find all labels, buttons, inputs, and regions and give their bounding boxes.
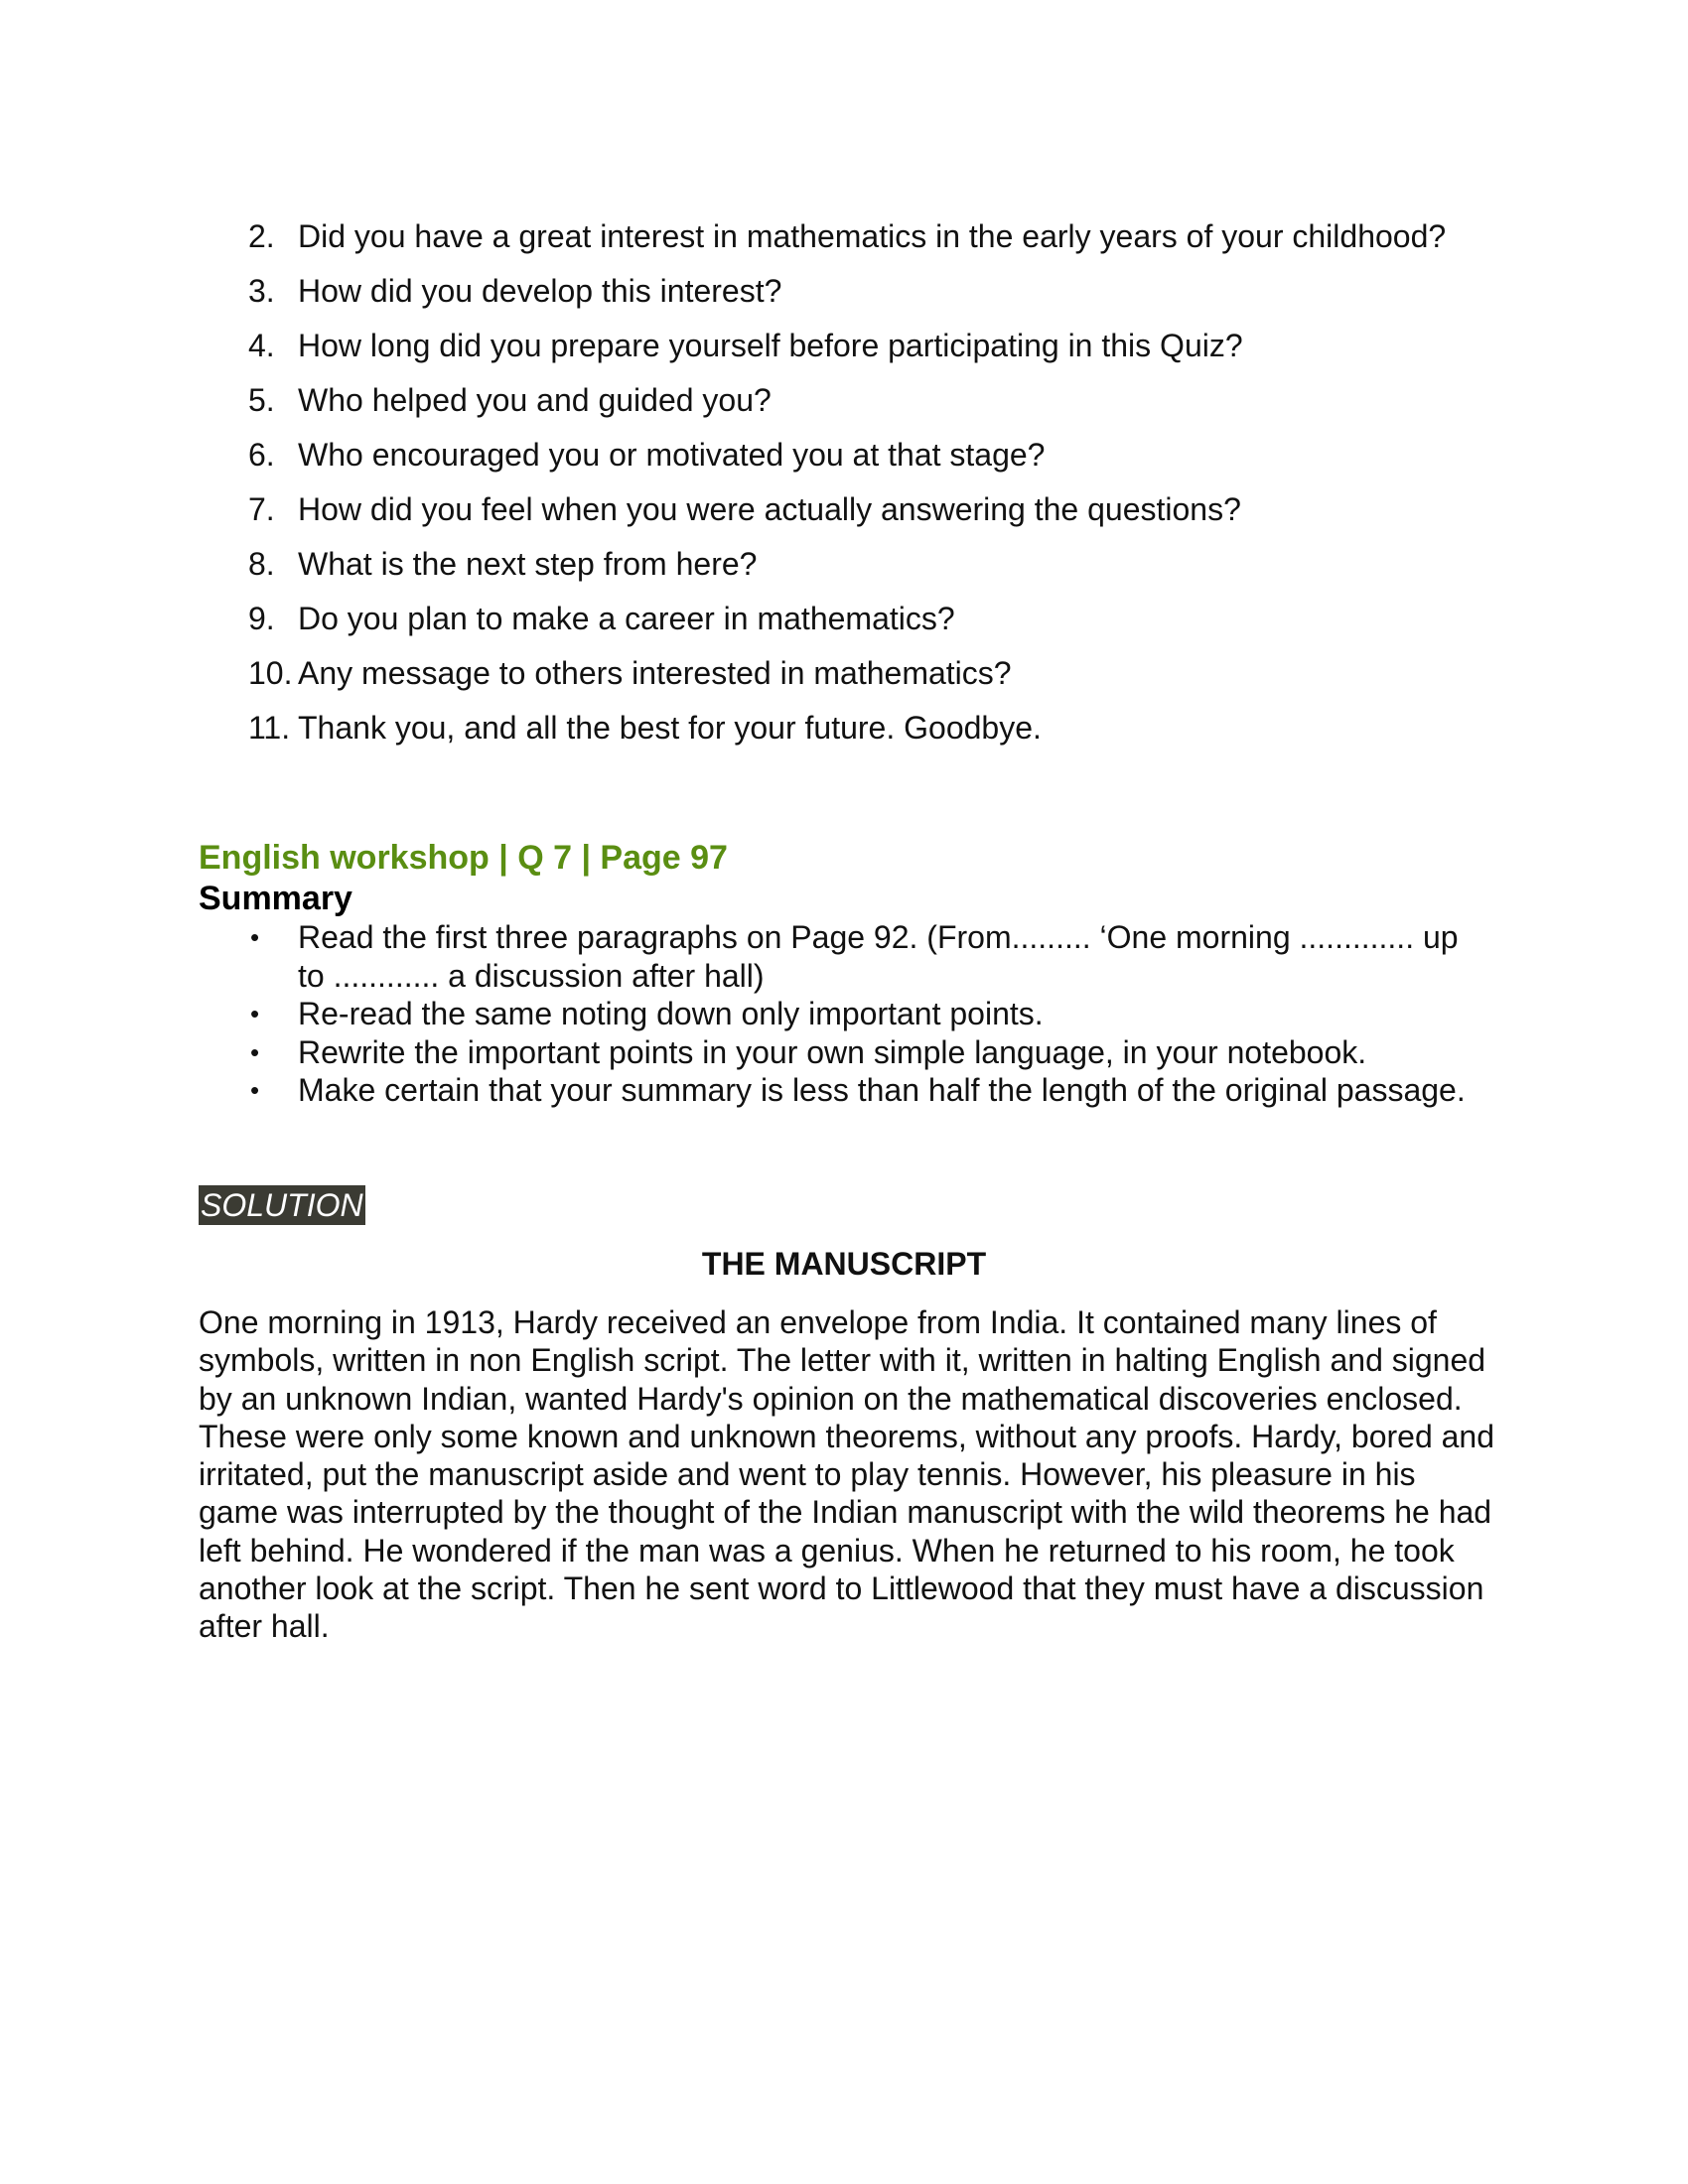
list-item: [248, 320, 1489, 372]
list-item-text: Who encouraged you or motivated you at that stage?: [298, 437, 1046, 473]
list-item-number: 8.: [248, 546, 275, 582]
list-item-text: Re-read the same noting down only important points.: [298, 996, 1044, 1031]
list-item: [248, 918, 1489, 995]
bullet-icon: •: [250, 999, 260, 1028]
list-item-text: How did you develop this interest?: [298, 273, 782, 309]
list-item-number: 5.: [248, 382, 275, 418]
list-item-number: 7.: [248, 491, 275, 527]
list-item: [248, 429, 1489, 481]
interview-questions-list: [248, 210, 1489, 756]
list-item-text: Who helped you and guided you?: [298, 382, 772, 418]
list-item-text: Thank you, and all the best for your future. Goodbye.: [298, 710, 1042, 746]
bullet-icon: •: [250, 922, 260, 952]
list-item-text: Do you plan to make a career in mathematics?: [298, 601, 955, 636]
summary-heading: Summary: [199, 880, 352, 917]
summary-paragraph: One morning in 1913, Hardy received an envelope from India. It contained many lines of symbols, written in non English script. The letter with it, written in halting English and signed by an unknown Indian, wanted Hardy's opinion on the mathematical discoveries enclosed. These were only some known and unknown theorems, without any proofs. Hardy, bored and irritated, put the manuscript aside and went to play tennis. However, his pleasure in his game was interrupted by the thought of the Indian manuscript with the wild theorems he had left behind. He wondered if the man was a genius. When he returned to his room, he took another look at the script. Then he sent word to Littlewood that they must have a discussion after hall.: [199, 1304, 1495, 1645]
list-item: [248, 593, 1489, 645]
list-item-text: How long did you prepare yourself before participating in this Quiz?: [298, 328, 1243, 363]
section-heading: English workshop | Q 7 | Page 97: [199, 839, 728, 877]
list-item-text: Make certain that your summary is less than half the length of the original passage.: [298, 1072, 1466, 1108]
solution-label: SOLUTION: [201, 1187, 363, 1223]
list-item-number: 9.: [248, 601, 275, 636]
list-item-text: How did you feel when you were actually answering the questions?: [298, 491, 1241, 527]
list-item-text: Any message to others interested in mathematics?: [298, 655, 1012, 691]
list-item-number: 11.: [248, 710, 291, 746]
list-item-number: 4.: [248, 328, 275, 363]
bullet-icon: •: [250, 1036, 260, 1067]
list-item: [248, 374, 1489, 427]
manuscript-title: THE MANUSCRIPT: [701, 1246, 987, 1282]
list-item: [248, 702, 1489, 754]
list-item-number: 3.: [248, 273, 275, 309]
list-item: [248, 1033, 1489, 1072]
summary-instructions-list: [248, 918, 1489, 1110]
list-item: [248, 265, 1489, 318]
list-item: [248, 210, 1489, 263]
list-item: [248, 538, 1489, 591]
list-item: [248, 1071, 1489, 1110]
list-item-text: Read the first three paragraphs on Page 92. (From......... ‘One morning ............. up to ............ a discussion after hall): [298, 919, 1459, 994]
list-item: [248, 647, 1489, 700]
list-item-text: Did you have a great interest in mathematics in the early years of your childhood?: [298, 218, 1447, 254]
bullet-icon: •: [250, 1075, 260, 1105]
list-item-number: 10.: [248, 655, 293, 691]
list-item-text: What is the next step from here?: [298, 546, 758, 582]
list-item-number: 2.: [248, 218, 275, 254]
list-item: [248, 995, 1489, 1033]
list-item: [248, 483, 1489, 536]
list-item-text: Rewrite the important points in your own simple language, in your notebook.: [298, 1033, 1367, 1070]
list-item-number: 6.: [248, 437, 275, 473]
